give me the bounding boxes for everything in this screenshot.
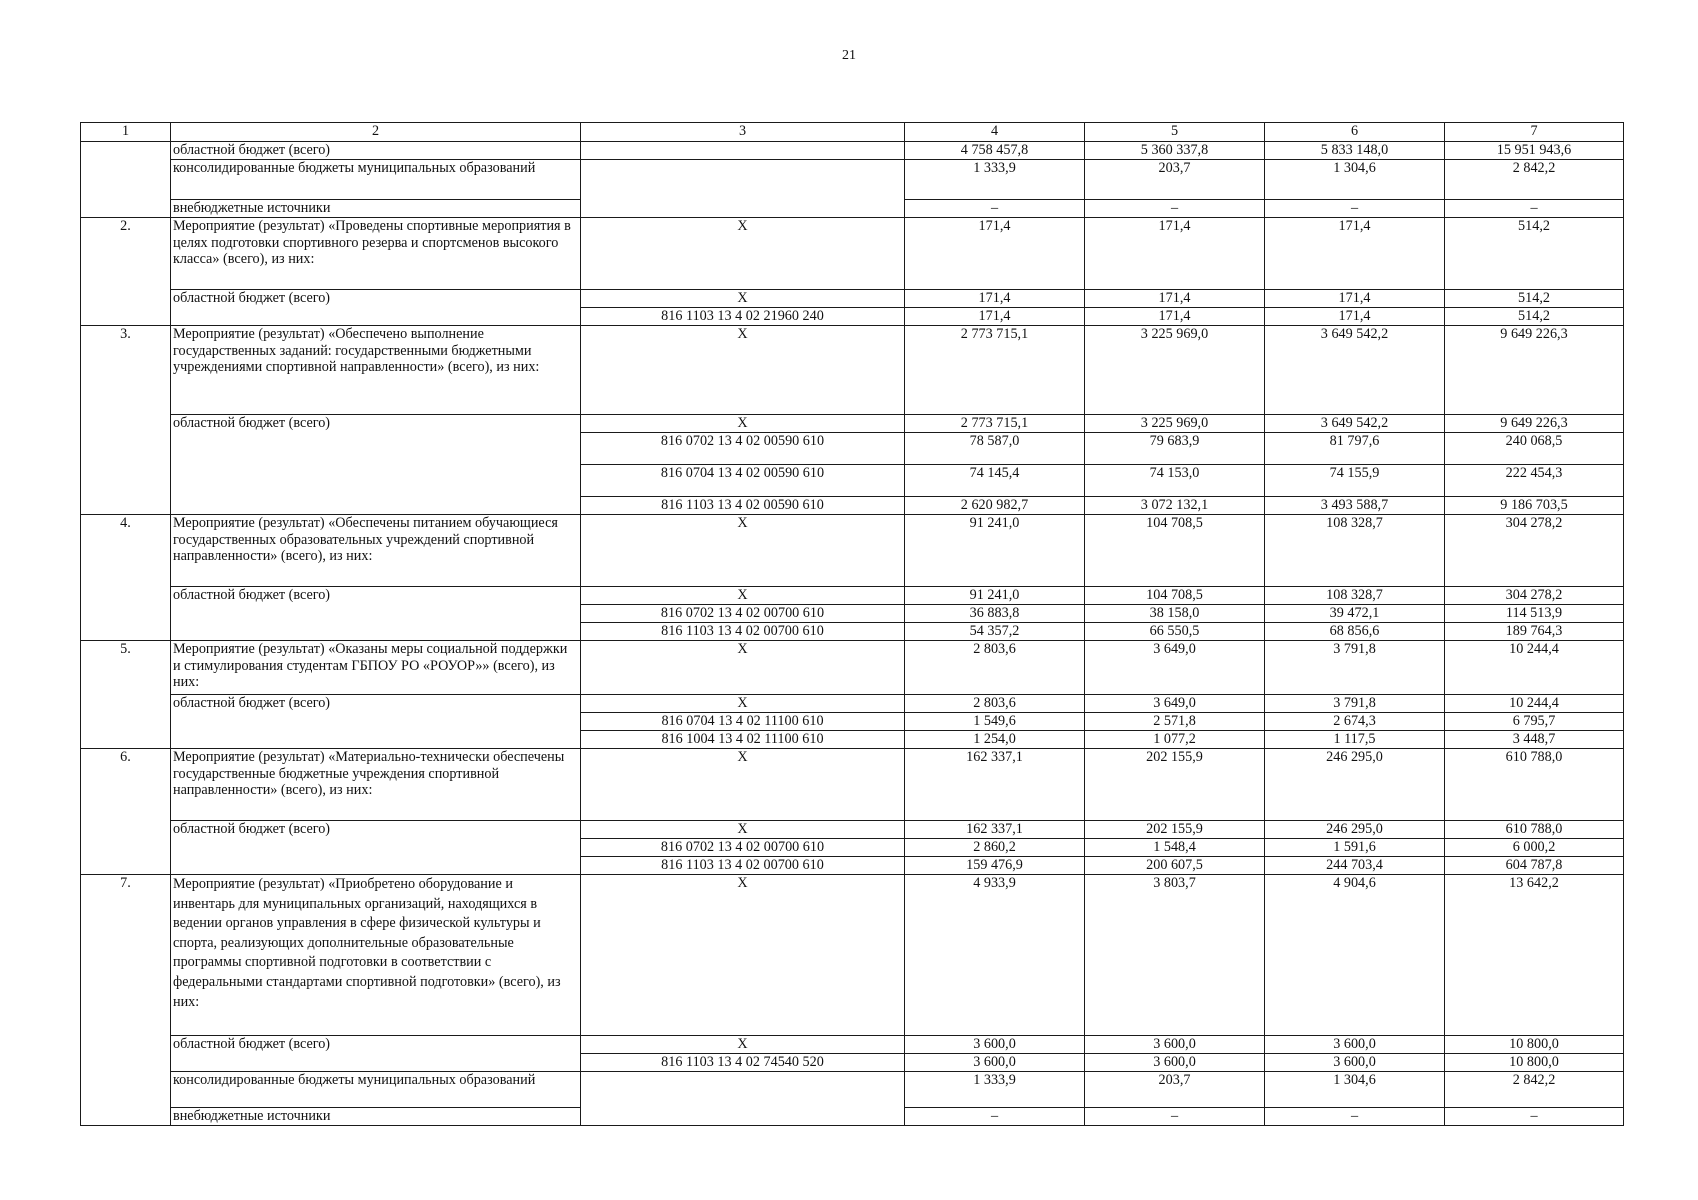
value-cell: 202 155,9: [1085, 749, 1265, 821]
value-cell: 3 600,0: [1085, 1036, 1265, 1054]
value-cell: 10 244,4: [1445, 695, 1624, 713]
value-cell: 3 448,7: [1445, 731, 1624, 749]
value-cell: 2 842,2: [1445, 1072, 1624, 1108]
value-cell: 171,4: [1085, 308, 1265, 326]
column-header: 4: [905, 123, 1085, 142]
value-cell: 4 933,9: [905, 875, 1085, 1036]
value-cell: 9 186 703,5: [1445, 497, 1624, 515]
funding-source-cell: консолидированные бюджеты муниципальных образований: [171, 160, 581, 200]
budget-code-cell: [581, 1072, 905, 1126]
value-cell: 74 145,4: [905, 465, 1085, 497]
value-cell: 162 337,1: [905, 821, 1085, 839]
value-cell: 10 800,0: [1445, 1054, 1624, 1072]
value-cell: 13 642,2: [1445, 875, 1624, 1036]
column-header: 7: [1445, 123, 1624, 142]
value-cell: 304 278,2: [1445, 587, 1624, 605]
value-cell: 159 476,9: [905, 857, 1085, 875]
value-cell: 3 600,0: [1085, 1054, 1265, 1072]
budget-code-cell: 816 0702 13 4 02 00590 610: [581, 433, 905, 465]
value-cell: 9 649 226,3: [1445, 415, 1624, 433]
value-cell: 203,7: [1085, 1072, 1265, 1108]
measure-title-cell: Мероприятие (результат) «Обеспечены питанием обучающиеся государственных образовательных учреждений спортивной направленности» (всего), из них:: [171, 515, 581, 587]
value-cell: 3 225 969,0: [1085, 415, 1265, 433]
funding-source-cell: областной бюджет (всего): [171, 142, 581, 160]
table-row: [81, 326, 1624, 415]
item-number-cell: 2.: [81, 218, 171, 326]
value-cell: 81 797,6: [1265, 433, 1445, 465]
value-cell: 91 241,0: [905, 515, 1085, 587]
value-cell: 9 649 226,3: [1445, 326, 1624, 415]
value-cell: 2 571,8: [1085, 713, 1265, 731]
value-cell: 246 295,0: [1265, 749, 1445, 821]
value-cell: –: [1445, 200, 1624, 218]
value-cell: –: [1265, 1108, 1445, 1126]
value-cell: 3 072 132,1: [1085, 497, 1265, 515]
value-cell: 1 333,9: [905, 160, 1085, 200]
table-row: [81, 641, 1624, 695]
value-cell: 3 649,0: [1085, 641, 1265, 695]
funding-source-cell: внебюджетные источники: [171, 200, 581, 218]
table-row: [81, 515, 1624, 587]
value-cell: 74 153,0: [1085, 465, 1265, 497]
budget-code-cell: 816 1103 13 4 02 00590 610: [581, 497, 905, 515]
value-cell: 66 550,5: [1085, 623, 1265, 641]
measure-title-cell: Мероприятие (результат) «Оказаны меры социальной поддержки и стимулирования студентам ГБПОУ РО «РОУОР»» (всего), из них:: [171, 641, 581, 695]
budget-code-cell: 816 0702 13 4 02 00700 610: [581, 605, 905, 623]
value-cell: 91 241,0: [905, 587, 1085, 605]
column-header: 5: [1085, 123, 1265, 142]
item-number-cell: 3.: [81, 326, 171, 515]
table-row: [81, 875, 1624, 1036]
measure-title-cell: Мероприятие (результат) «Обеспечено выполнение государственных заданий: государственными бюджетными учреждениями спортивной направленности» (всего), из них:: [171, 326, 581, 415]
value-cell: 104 708,5: [1085, 587, 1265, 605]
value-cell: 2 860,2: [905, 839, 1085, 857]
value-cell: 108 328,7: [1265, 587, 1445, 605]
value-cell: 38 158,0: [1085, 605, 1265, 623]
value-cell: 1 549,6: [905, 713, 1085, 731]
budget-code-cell: Х: [581, 821, 905, 839]
budget-code-cell: Х: [581, 515, 905, 587]
value-cell: 189 764,3: [1445, 623, 1624, 641]
value-cell: 3 600,0: [905, 1054, 1085, 1072]
value-cell: 3 225 969,0: [1085, 326, 1265, 415]
value-cell: –: [1265, 200, 1445, 218]
budget-code-cell: 816 0704 13 4 02 00590 610: [581, 465, 905, 497]
funding-source-cell: областной бюджет (всего): [171, 587, 581, 641]
value-cell: 3 803,7: [1085, 875, 1265, 1036]
measure-title-cell: Мероприятие (результат) «Материально-технически обеспечены государственные бюджетные учреждения спортивной направленности» (всего), из них:: [171, 749, 581, 821]
table-row: [81, 218, 1624, 290]
budget-table: [80, 122, 1624, 1126]
table-row: [81, 587, 1624, 605]
value-cell: 171,4: [1265, 290, 1445, 308]
column-header: 3: [581, 123, 905, 142]
value-cell: 3 600,0: [1265, 1054, 1445, 1072]
value-cell: 3 791,8: [1265, 695, 1445, 713]
value-cell: 203,7: [1085, 160, 1265, 200]
item-number-cell: [81, 142, 171, 218]
value-cell: 514,2: [1445, 290, 1624, 308]
table-row: [81, 290, 1624, 308]
value-cell: 610 788,0: [1445, 749, 1624, 821]
value-cell: 5 360 337,8: [1085, 142, 1265, 160]
value-cell: 171,4: [1265, 218, 1445, 290]
budget-code-cell: 816 0702 13 4 02 00700 610: [581, 839, 905, 857]
value-cell: 514,2: [1445, 218, 1624, 290]
budget-code-cell: 816 1103 13 4 02 74540 520: [581, 1054, 905, 1072]
value-cell: 246 295,0: [1265, 821, 1445, 839]
item-number-cell: 7.: [81, 875, 171, 1126]
measure-title-cell: Мероприятие (результат) «Проведены спортивные мероприятия в целях подготовки спортивного резерва и спортсменов высокого класса» (всего), из них:: [171, 218, 581, 290]
value-cell: 2 773 715,1: [905, 326, 1085, 415]
value-cell: 3 649,0: [1085, 695, 1265, 713]
value-cell: 2 803,6: [905, 695, 1085, 713]
budget-code-cell: Х: [581, 641, 905, 695]
value-cell: 2 620 982,7: [905, 497, 1085, 515]
funding-source-cell: внебюджетные источники: [171, 1108, 581, 1126]
table-row: [81, 1072, 1624, 1108]
value-cell: 3 600,0: [1265, 1036, 1445, 1054]
column-header: 2: [171, 123, 581, 142]
budget-code-cell: 816 1103 13 4 02 21960 240: [581, 308, 905, 326]
value-cell: 171,4: [1085, 290, 1265, 308]
measure-title-cell: Мероприятие (результат) «Приобретено оборудование и инвентарь для муниципальных организаций, находящихся в ведении органов управления в сфере физической культуры и спорта, реализующих дополнительные образовательные программы спортивной подготовки в соответствии с федеральными стандартами спортивной подготовки» (всего), из них:: [171, 875, 581, 1036]
budget-code-cell: [581, 142, 905, 160]
value-cell: 6 795,7: [1445, 713, 1624, 731]
budget-code-cell: Х: [581, 587, 905, 605]
value-cell: 54 357,2: [905, 623, 1085, 641]
value-cell: 171,4: [905, 218, 1085, 290]
value-cell: 2 842,2: [1445, 160, 1624, 200]
value-cell: –: [905, 1108, 1085, 1126]
value-cell: 171,4: [1265, 308, 1445, 326]
funding-source-cell: областной бюджет (всего): [171, 1036, 581, 1072]
budget-code-cell: Х: [581, 218, 905, 290]
table-row: [81, 749, 1624, 821]
table-row: [81, 1036, 1624, 1054]
value-cell: 171,4: [905, 308, 1085, 326]
value-cell: 6 000,2: [1445, 839, 1624, 857]
budget-code-cell: Х: [581, 695, 905, 713]
item-number-cell: 5.: [81, 641, 171, 749]
value-cell: 1 117,5: [1265, 731, 1445, 749]
budget-code-cell: 816 1103 13 4 02 00700 610: [581, 857, 905, 875]
value-cell: –: [905, 200, 1085, 218]
value-cell: –: [1445, 1108, 1624, 1126]
value-cell: –: [1085, 1108, 1265, 1126]
value-cell: 1 077,2: [1085, 731, 1265, 749]
value-cell: 74 155,9: [1265, 465, 1445, 497]
value-cell: 240 068,5: [1445, 433, 1624, 465]
value-cell: 5 833 148,0: [1265, 142, 1445, 160]
funding-source-cell: областной бюджет (всего): [171, 415, 581, 515]
value-cell: 114 513,9: [1445, 605, 1624, 623]
funding-source-cell: областной бюджет (всего): [171, 821, 581, 875]
value-cell: 68 856,6: [1265, 623, 1445, 641]
budget-code-cell: Х: [581, 290, 905, 308]
value-cell: –: [1085, 200, 1265, 218]
value-cell: 1 254,0: [905, 731, 1085, 749]
value-cell: 1 304,6: [1265, 1072, 1445, 1108]
value-cell: 3 493 588,7: [1265, 497, 1445, 515]
value-cell: 3 791,8: [1265, 641, 1445, 695]
budget-code-cell: Х: [581, 875, 905, 1036]
funding-source-cell: областной бюджет (всего): [171, 290, 581, 326]
item-number-cell: 6.: [81, 749, 171, 875]
value-cell: 171,4: [1085, 218, 1265, 290]
value-cell: 10 800,0: [1445, 1036, 1624, 1054]
value-cell: 244 703,4: [1265, 857, 1445, 875]
value-cell: 222 454,3: [1445, 465, 1624, 497]
value-cell: 1 548,4: [1085, 839, 1265, 857]
item-number-cell: 4.: [81, 515, 171, 641]
table-row: [81, 142, 1624, 160]
value-cell: 4 904,6: [1265, 875, 1445, 1036]
value-cell: 79 683,9: [1085, 433, 1265, 465]
value-cell: 304 278,2: [1445, 515, 1624, 587]
table-row: [81, 821, 1624, 839]
budget-code-cell: 816 1103 13 4 02 00700 610: [581, 623, 905, 641]
value-cell: 15 951 943,6: [1445, 142, 1624, 160]
value-cell: 104 708,5: [1085, 515, 1265, 587]
value-cell: 1 333,9: [905, 1072, 1085, 1108]
value-cell: 604 787,8: [1445, 857, 1624, 875]
value-cell: 78 587,0: [905, 433, 1085, 465]
budget-code-cell: Х: [581, 749, 905, 821]
page-number: 21: [842, 48, 856, 63]
value-cell: 1 591,6: [1265, 839, 1445, 857]
value-cell: 3 600,0: [905, 1036, 1085, 1054]
value-cell: 10 244,4: [1445, 641, 1624, 695]
value-cell: 171,4: [905, 290, 1085, 308]
value-cell: 2 674,3: [1265, 713, 1445, 731]
funding-source-cell: областной бюджет (всего): [171, 695, 581, 749]
value-cell: 162 337,1: [905, 749, 1085, 821]
table-row: [81, 415, 1624, 433]
budget-code-cell: Х: [581, 1036, 905, 1054]
budget-code-cell: [581, 160, 905, 218]
value-cell: 200 607,5: [1085, 857, 1265, 875]
funding-source-cell: консолидированные бюджеты муниципальных образований: [171, 1072, 581, 1108]
value-cell: 36 883,8: [905, 605, 1085, 623]
column-header: 6: [1265, 123, 1445, 142]
value-cell: 3 649 542,2: [1265, 415, 1445, 433]
value-cell: 514,2: [1445, 308, 1624, 326]
table-row: [81, 160, 1624, 200]
value-cell: 1 304,6: [1265, 160, 1445, 200]
table-row: [81, 695, 1624, 713]
budget-code-cell: Х: [581, 415, 905, 433]
budget-code-cell: Х: [581, 326, 905, 415]
value-cell: 4 758 457,8: [905, 142, 1085, 160]
column-number-row: [81, 123, 1624, 142]
value-cell: 2 803,6: [905, 641, 1085, 695]
value-cell: 108 328,7: [1265, 515, 1445, 587]
budget-code-cell: 816 1004 13 4 02 11100 610: [581, 731, 905, 749]
value-cell: 2 773 715,1: [905, 415, 1085, 433]
column-header: 1: [81, 123, 171, 142]
value-cell: 610 788,0: [1445, 821, 1624, 839]
value-cell: 3 649 542,2: [1265, 326, 1445, 415]
value-cell: 39 472,1: [1265, 605, 1445, 623]
value-cell: 202 155,9: [1085, 821, 1265, 839]
budget-code-cell: 816 0704 13 4 02 11100 610: [581, 713, 905, 731]
